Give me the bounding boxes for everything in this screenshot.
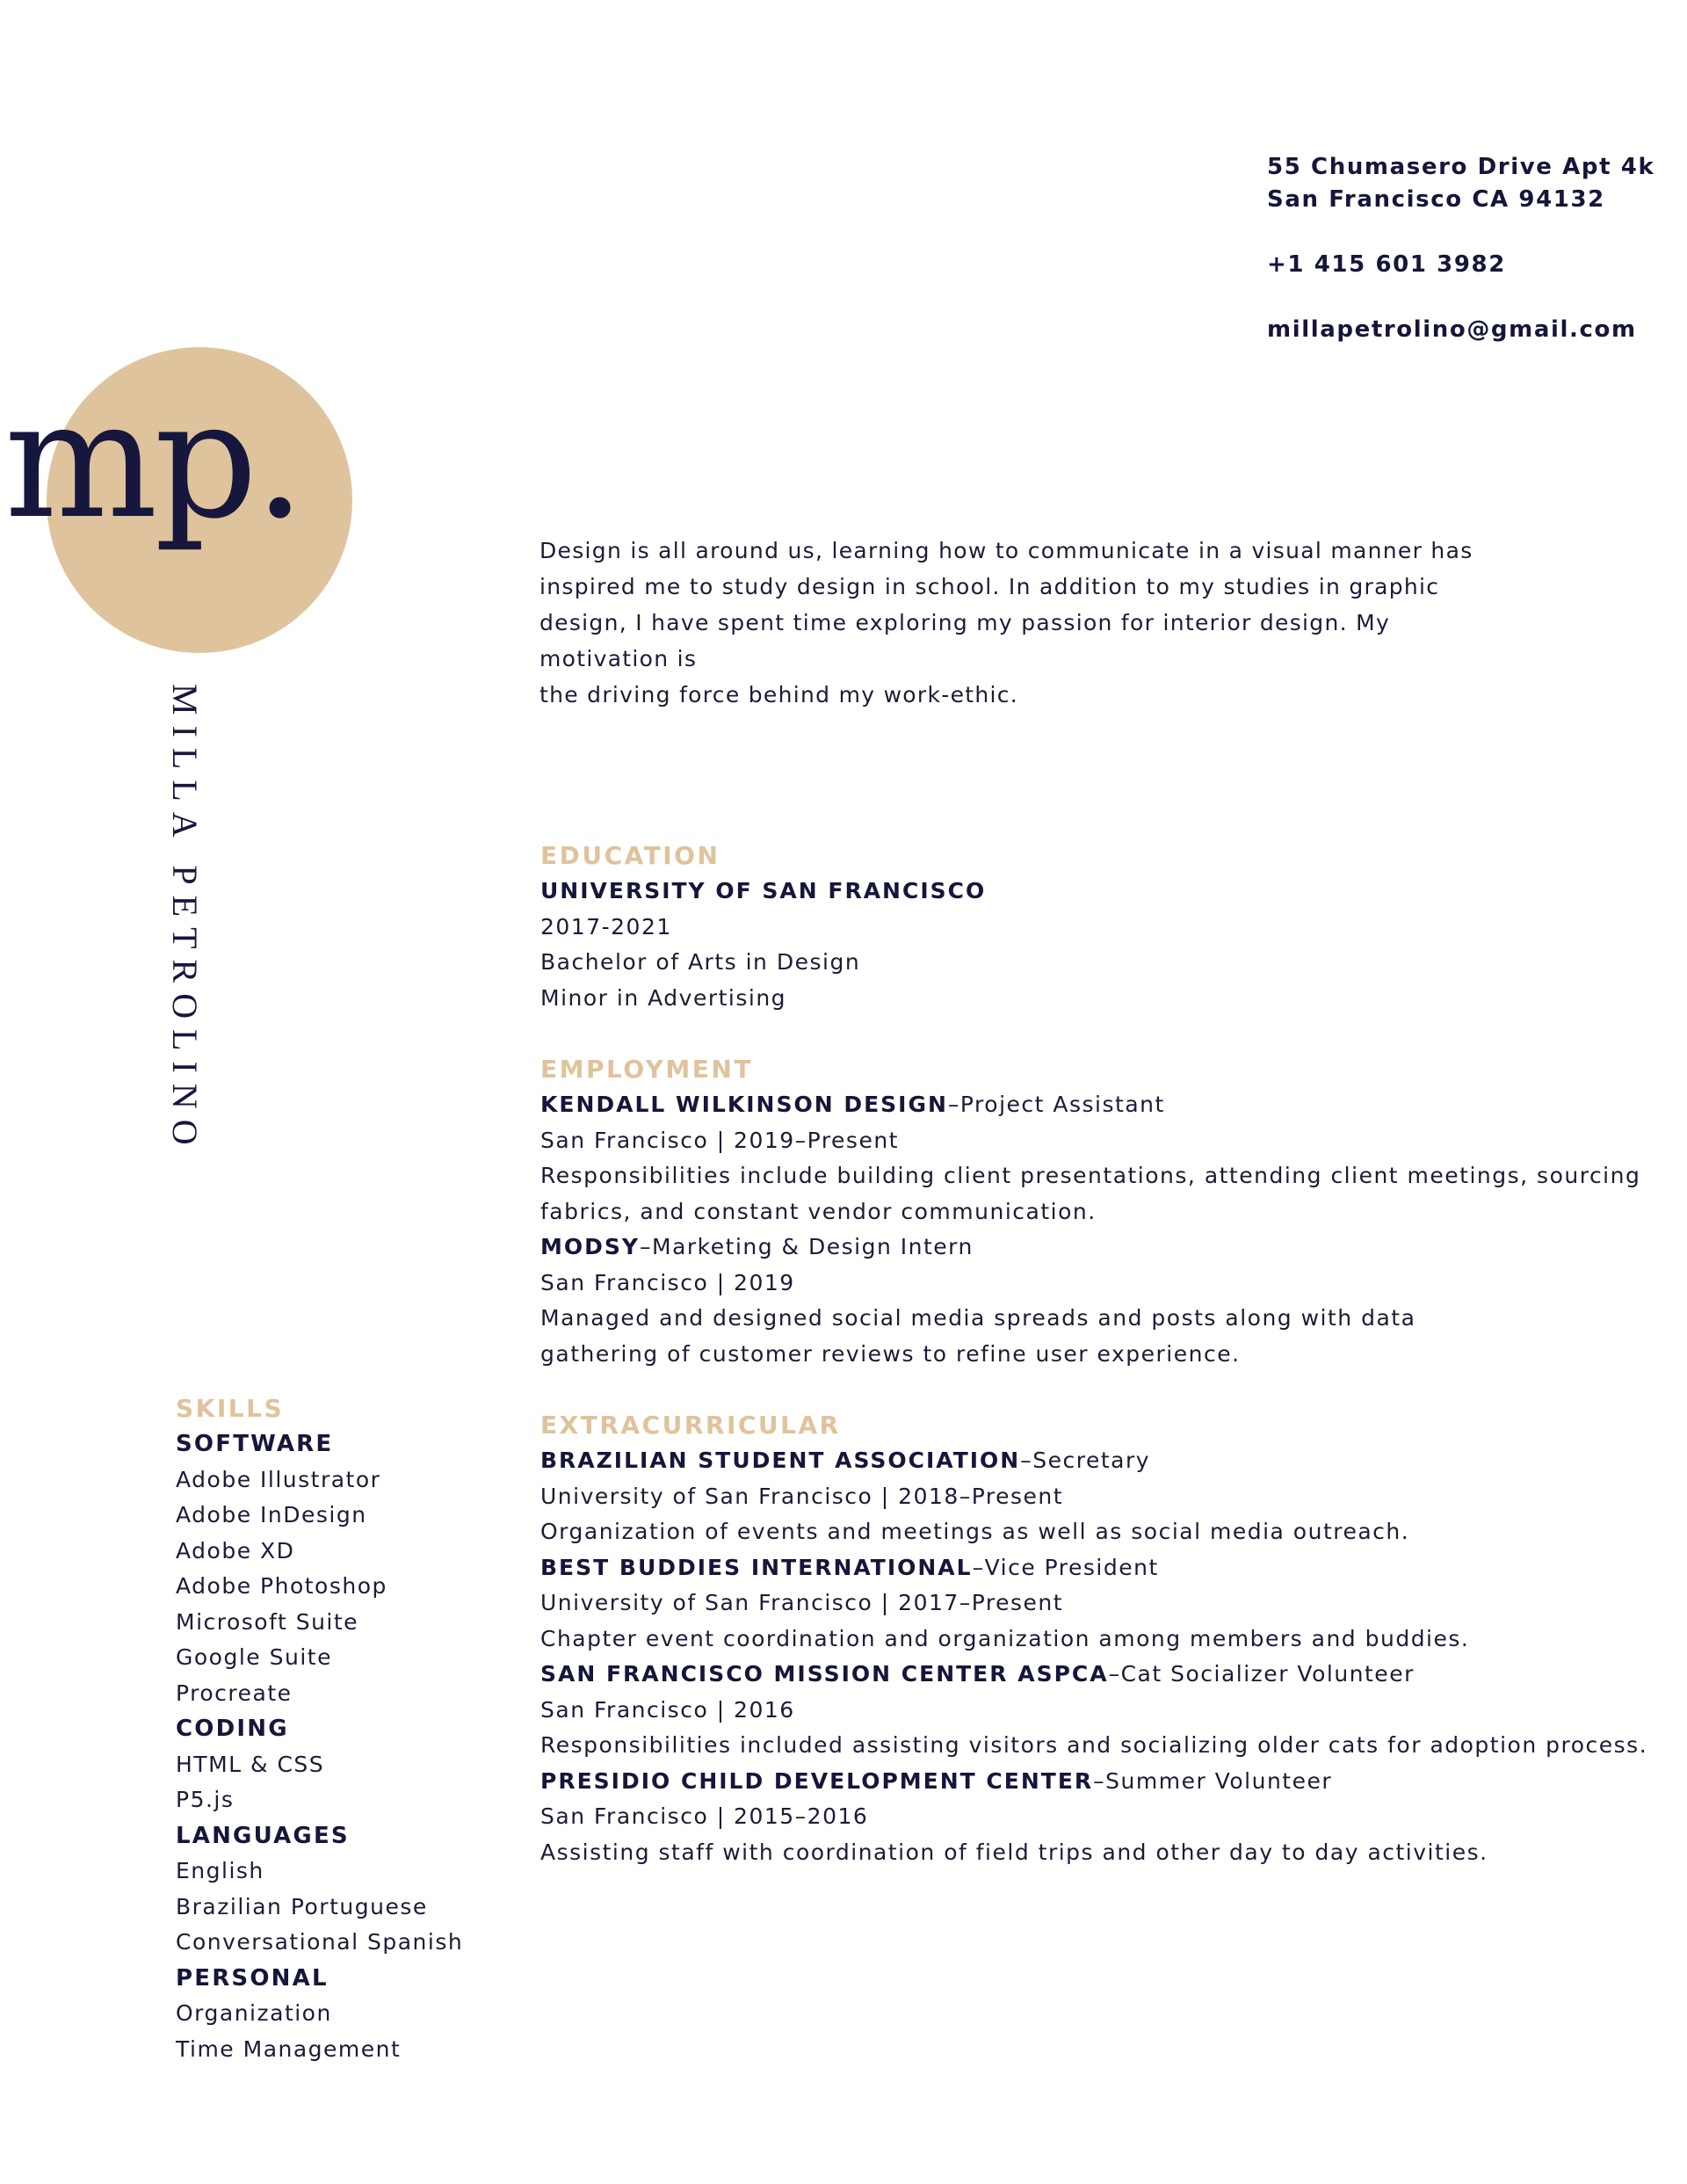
activity-org: SAN FRANCISCO MISSION CENTER ASPCA [540, 1661, 1109, 1687]
employment-title: EMPLOYMENT [540, 1055, 753, 1084]
activity-desc: Chapter event coordination and organization among members and buddies. [540, 1625, 1470, 1651]
education-years: 2017-2021 [540, 913, 672, 940]
activity-meta: San Francisco | 2015–2016 [540, 1803, 869, 1829]
activity-desc: Organization of events and meetings as well as social media outreach. [540, 1519, 1410, 1544]
intro-paragraph [539, 533, 1488, 713]
contact-block [1267, 151, 1654, 346]
activity-heading [540, 1764, 1577, 1800]
activity-org: PRESIDIO CHILD DEVELOPMENT CENTER [540, 1767, 1094, 1794]
job-org: KENDALL WILKINSON DESIGN [540, 1092, 948, 1117]
address-line-1: 55 Chumasero Drive Apt 4k [1267, 154, 1655, 180]
skills-title: SKILLS [176, 1394, 285, 1423]
activity-desc: Responsibilities included assisting visitors and socializing older cats for adoption process. [540, 1732, 1648, 1758]
skills-category-personal: PERSONAL [176, 1964, 329, 1992]
job-meta: San Francisco | 2019 [540, 1269, 795, 1295]
job-role: –Project Assistant [947, 1092, 1165, 1117]
activity-role: –Vice President [972, 1554, 1159, 1580]
skill-item: Procreate [176, 1680, 293, 1706]
job-meta: San Francisco | 2019–Present [540, 1127, 899, 1153]
phone-number: +1 415 601 3982 [1267, 251, 1506, 278]
skill-item: Organization [176, 2000, 332, 2026]
intro-line: inspired me to study design in school. In addition to my studies in graphic [539, 574, 1440, 599]
job-org: MODSY [540, 1234, 640, 1259]
skill-item: P5.js [176, 1787, 235, 1812]
intro-line: Design is all around us, learning how to communicate in a visual manner has [539, 538, 1473, 563]
skill-item: Adobe InDesign [176, 1502, 367, 1527]
intro-line: design, I have spent time exploring my passion for interior design. My motivation is [539, 610, 1391, 671]
skills-category-software: SOFTWARE [176, 1431, 334, 1457]
education-title: EDUCATION [540, 841, 720, 870]
activity-role: –Secretary [1020, 1448, 1151, 1473]
extracurricular-section [540, 1407, 1648, 1870]
skill-item: HTML & CSS [176, 1751, 325, 1777]
activity-role: –Summer Volunteer [1093, 1767, 1333, 1794]
education-school: UNIVERSITY OF SAN FRANCISCO [540, 878, 987, 903]
skill-item: English [176, 1858, 264, 1883]
job-role: –Marketing & Design Intern [640, 1234, 974, 1259]
skills-category-languages: LANGUAGES [176, 1822, 350, 1849]
skill-item: Brazilian Portuguese [176, 1893, 428, 1919]
activity-meta: University of San Francisco | 2018–Present [540, 1483, 1064, 1509]
job-heading [540, 1230, 1577, 1266]
skill-item: Conversational Spanish [176, 1929, 464, 1955]
job-desc-line: Responsibilities include building client presentations, attending client meetings, sourcing [540, 1163, 1641, 1188]
activity-desc: Assisting staff with coordination of field trips and other day to day activities. [540, 1839, 1488, 1865]
activity-meta: University of San Francisco | 2017–Present [540, 1590, 1064, 1615]
extracurricular-title: EXTRACURRICULAR [540, 1411, 841, 1440]
email-address: millapetrolino@gmail.com [1267, 316, 1637, 343]
name-vertical: MILLA PETROLINO [165, 684, 205, 1156]
job-desc-line: fabrics, and constant vendor communication. [540, 1198, 1097, 1224]
skill-item: Microsoft Suite [176, 1608, 359, 1635]
skill-item: Adobe Illustrator [176, 1466, 381, 1492]
employment-section [540, 1051, 1641, 1372]
education-section [540, 838, 1577, 1016]
activity-heading [540, 1443, 1577, 1479]
intro-line: the driving force behind my work-ethic. [539, 682, 1019, 707]
activity-org: BEST BUDDIES INTERNATIONAL [540, 1554, 973, 1580]
skill-item: Adobe Photoshop [176, 1573, 387, 1599]
skill-item: Time Management [176, 2035, 402, 2062]
education-degree: Bachelor of Arts in Design [540, 949, 861, 975]
skill-item: Adobe XD [176, 1537, 295, 1564]
monogram: mp. [4, 366, 302, 555]
education-minor: Minor in Advertising [540, 984, 787, 1011]
skill-item: Google Suite [176, 1644, 332, 1670]
activity-role: –Cat Socializer Volunteer [1108, 1661, 1415, 1687]
job-heading [540, 1087, 1577, 1123]
activity-heading [540, 1657, 1577, 1693]
job-desc-line: Managed and designed social media spreads and posts along with data [540, 1305, 1416, 1331]
activity-org: BRAZILIAN STUDENT ASSOCIATION [540, 1448, 1021, 1473]
address-line-2: San Francisco CA 94132 [1267, 186, 1605, 213]
skills-category-coding: CODING [176, 1716, 289, 1742]
activity-heading [540, 1550, 1577, 1586]
activity-meta: San Francisco | 2016 [540, 1696, 795, 1723]
skills-section [176, 1390, 545, 2067]
job-desc-line: gathering of customer reviews to refine user experience. [540, 1340, 1241, 1367]
